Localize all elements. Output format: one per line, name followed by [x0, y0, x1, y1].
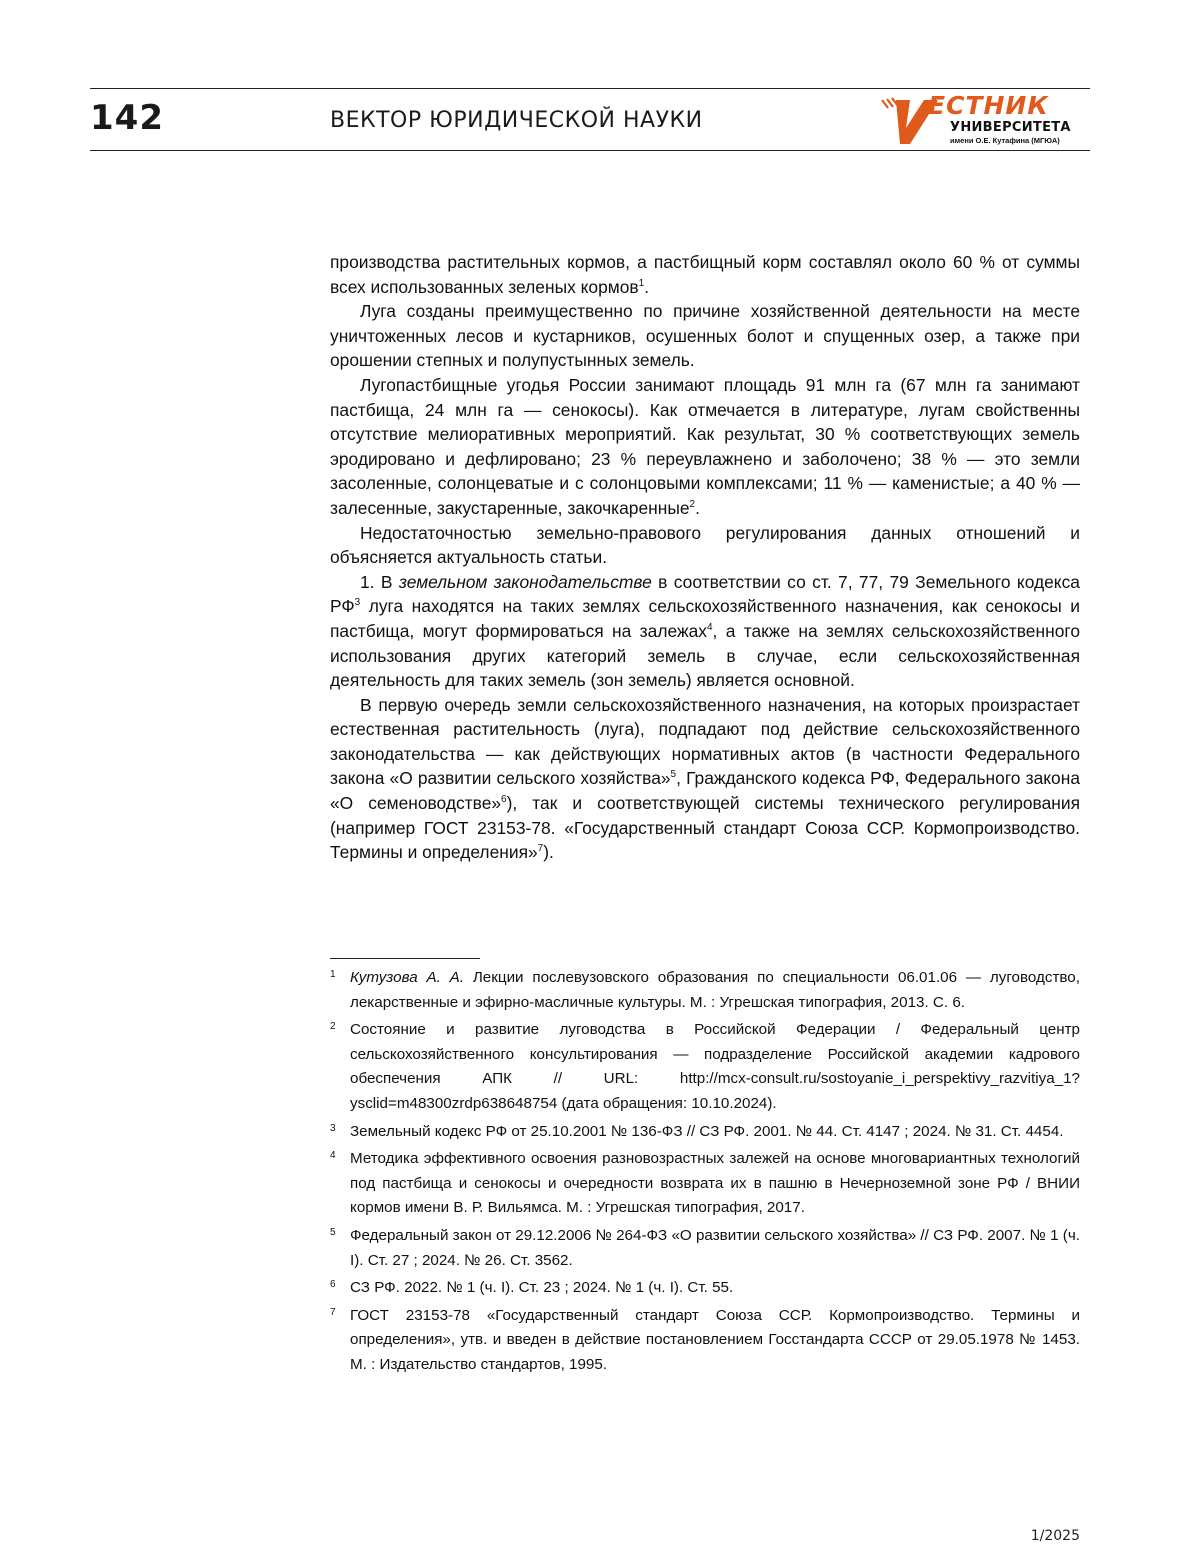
- footnote-ref[interactable]: 4: [707, 622, 713, 633]
- footnote: 4 Методика эффективного освоения разновозрастных залежей на основе многовариантных технологий под пастбища и сенокосы и очередности возврата их в пашню в Нечерноземной зоне РФ / ВНИИ кормов имени В. Р. Вильямса. М. : Угрешская типография, 2017.: [330, 1147, 1080, 1221]
- logo-subtitle: УНИВЕРСИТЕТА: [950, 120, 1071, 135]
- italic-term: земельном законодательстве: [399, 572, 652, 592]
- paragraph: В первую очередь земли сельскохозяйственного назначения, на которых произрастает естественная растительность (луга), подпадают под действие сельскохозяйственного законодательства — как действующих нормативных актов (в частности Федерального закона «О развитии сельского хозяйства»5, Гражданского кодекса РФ, Федерального закона «О семеноводстве»6), так и соответствующей системы технического регулирования (например ГОСТ 23153-78. «Государственный стандарт Союза ССР. Кормопроизводство. Термины и определения»7).: [330, 693, 1080, 865]
- logo-word: ЕСТНИК: [928, 91, 1049, 120]
- page-header: [90, 90, 1090, 151]
- paragraph: Лугопастбищные угодья России занимают площадь 91 млн га (67 млн га занимают пастбища, 24 млн га — сенокосы). Как отмечается в литературе, лугам свойственны отсутствие мелиоративных мероприятий. Как результат, 30 % соответствующих земель эродировано и дефлировано; 23 % переувлажнено и заболочено; 38 % — это земли засоленные, солонцеватые и с солонцовыми комплексами; 11 % — каменистые; а 40 % — залесенные, закустаренные, закочкаренные2.: [330, 373, 1080, 521]
- footnote-ref[interactable]: 2: [690, 499, 696, 510]
- footnote: 7 ГОСТ 23153-78 «Государственный стандарт Союза ССР. Кормопроизводство. Термины и определения», утв. и введен в действие постановлением Госстандарта СССР от 29.05.1978 № 1453. М. : Издательство стандартов, 1995.: [330, 1304, 1080, 1378]
- header-top-rule: [90, 88, 1090, 89]
- paragraph: производства растительных кормов, а пастбищный корм составлял около 60 % от суммы всех использованных зеленых кормов1.: [330, 250, 1080, 299]
- footnotes: [330, 966, 1080, 1381]
- footnote: 3 Земельный кодекс РФ от 25.10.2001 № 136-ФЗ // СЗ РФ. 2001. № 44. Ст. 4147 ; 2024. № 31. Ст. 4454.: [330, 1120, 1080, 1145]
- footnote-ref[interactable]: 3: [355, 598, 361, 609]
- logo-subtitle-small: имени О.Е. Кутафина (МГЮА): [950, 136, 1060, 145]
- footnote: 6 СЗ РФ. 2022. № 1 (ч. I). Ст. 23 ; 2024. № 1 (ч. I). Ст. 55.: [330, 1276, 1080, 1301]
- paragraph: Луга созданы преимущественно по причине хозяйственной деятельности на месте уничтоженных лесов и кустарников, осушенных болот и спущенных озер, а также при орошении степных и полупустынных земель.: [330, 299, 1080, 373]
- footnote: 1 Кутузова А. А. Лекции послевузовского образования по специальности 06.01.06 — луговодство, лекарственные и эфирно-масличные культуры. М. : Угрешская типография, 2013. С. 6.: [330, 966, 1080, 1015]
- journal-logo: [880, 90, 1090, 148]
- footnote: 2 Состояние и развитие луговодства в Российской Федерации / Федеральный центр сельскохозяйственного консультирования — подразделение Российской академии кадрового обеспечения АПК // URL: http://mcx-consult.ru/sostoyanie_i_perspektivy_razvitiya_1?ysclid=m48300zrdp638648754 (дата обращения: 10.10.2024).: [330, 1018, 1080, 1116]
- footnote-ref[interactable]: 6: [501, 794, 507, 805]
- issue-folio: 1/2025: [1031, 1528, 1080, 1544]
- footnote-ref[interactable]: 1: [639, 278, 645, 289]
- footnote-separator: [330, 958, 480, 959]
- footnote-ref[interactable]: 7: [538, 843, 544, 854]
- page-number: 142: [90, 98, 164, 138]
- footnote: 5 Федеральный закон от 29.12.2006 № 264-ФЗ «О развитии сельского хозяйства» // СЗ РФ. 2007. № 1 (ч. I). Ст. 27 ; 2024. № 26. Ст. 3562.: [330, 1224, 1080, 1273]
- paragraph: Недостаточностью земельно-правового регулирования данных отношений и объясняется актуальность статьи.: [330, 521, 1080, 570]
- journal-title: ВЕКТОР ЮРИДИЧЕСКОЙ НАУКИ: [330, 108, 703, 133]
- article-body: [330, 250, 1080, 865]
- footnote-ref[interactable]: 5: [671, 770, 677, 781]
- paragraph: 1. В земельном законодательстве в соответствии со ст. 7, 77, 79 Земельного кодекса РФ3 луга находятся на таких землях сельскохозяйственного назначения, как сенокосы и пастбища, могут формироваться на залежах4, а также на землях сельскохозяйственного использования других категорий земель в случае, если сельскохозяйственная деятельность для таких земель (зон земель) является основной.: [330, 570, 1080, 693]
